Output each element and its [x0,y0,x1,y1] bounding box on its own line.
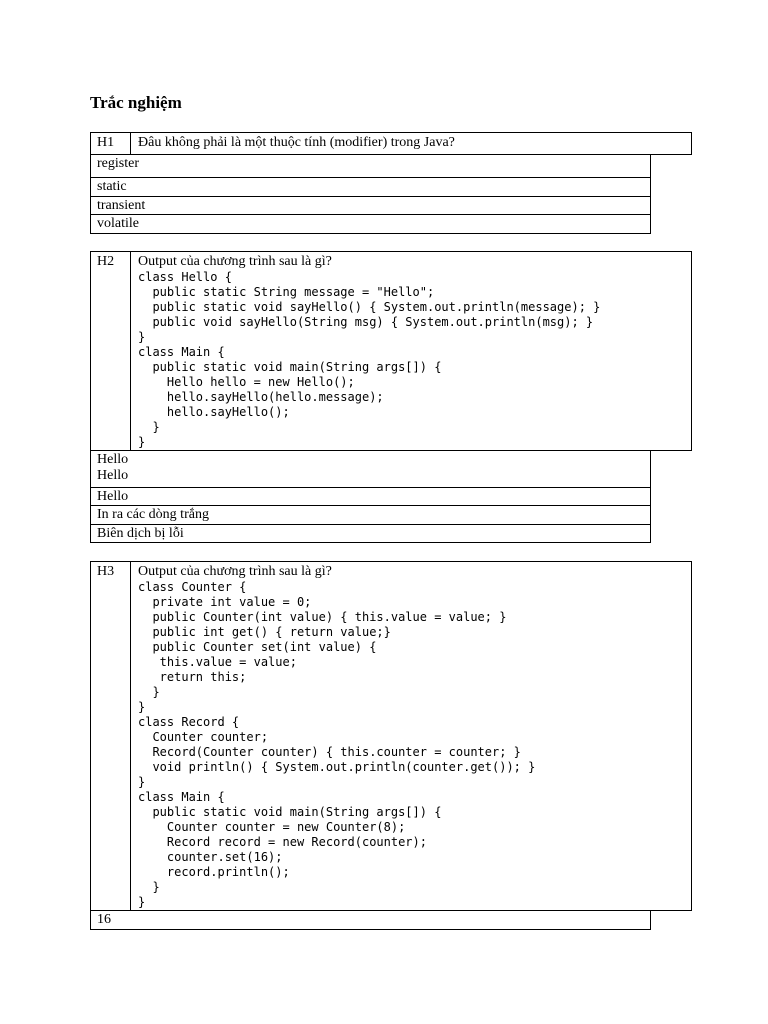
answer-option[interactable]: 16 [90,910,651,930]
answer-option[interactable]: Biên dịch bị lỗi [90,524,651,543]
question-text: Output của chương trình sau là gì? [138,564,332,579]
question-number: H3 [91,562,131,910]
answer-option[interactable]: In ra các dòng trắng [90,505,651,525]
answer-option[interactable]: Hello [90,487,651,506]
answer-option[interactable]: volatile [90,214,651,234]
page-title: Trắc nghiệm [90,93,182,112]
code-snippet: class Hello { public static String message = "Hello"; public static void sayHello() { System.out.println(message); } public void sayHello(String msg) { System.out.println(msg); } } class Main { public static void main(String args[]) { Hello hello = new Hello(); hello.sayHello(hello.message); hello.sayHello(); } } [138,270,601,449]
question-body [138,562,691,910]
answer-option[interactable]: static [90,177,651,197]
question-number: H2 [91,252,131,450]
question-body [138,252,691,450]
answer-option[interactable]: transient [90,196,651,215]
answer-option[interactable]: Hello Hello [90,450,651,488]
code-snippet: class Counter { private int value = 0; public Counter(int value) { this.value = value; } public int get() { return value;} public Counter set(int value) { this.value = value; return this; } } class Record { Counter counter; Record(Counter counter) { this.counter = counter; } void println() { System.out.println(counter.get()); } } class Main { public static void main(String args[]) { Counter counter = new Counter(8); Record record = new Record(counter); counter.set(16); record.println(); } } [138,580,536,909]
question-text: Output của chương trình sau là gì? [138,254,332,269]
question-h2 [90,251,692,451]
question-h1 [90,132,692,155]
question-h3 [90,561,692,911]
answer-option[interactable]: register [90,154,651,178]
question-body [138,133,691,151]
question-number: H1 [91,133,131,154]
question-text: Đâu không phải là một thuộc tính (modifier) trong Java? [138,135,455,150]
